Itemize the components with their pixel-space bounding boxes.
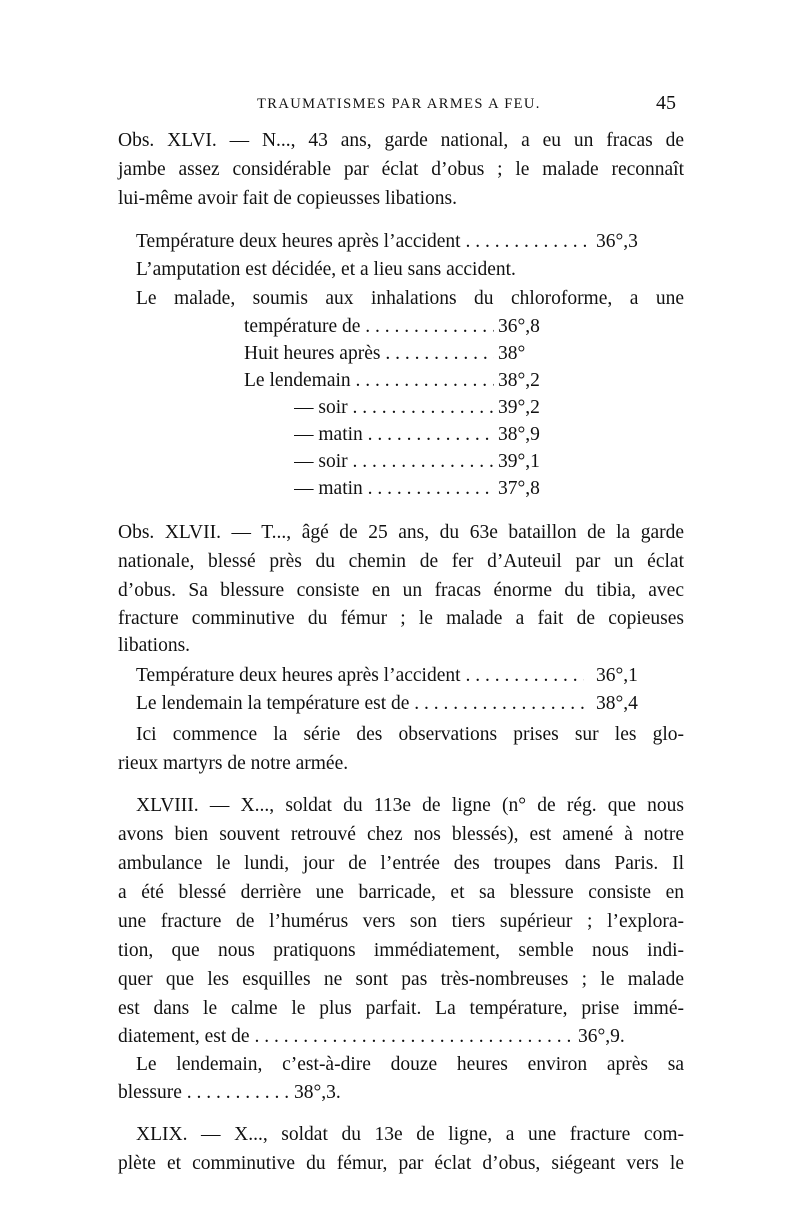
obs48-temp-label-text: diatement, est de . . .: [118, 1026, 570, 1047]
obs47-line-4: fracture comminutive du fémur ; le malade a fait de copieuses: [118, 608, 684, 629]
obs49-line-1: XLIX. — X..., soldat du 13e de ligne, a une fracture com-: [136, 1124, 684, 1145]
obs46-table-row-7: [244, 476, 574, 502]
obs46-table-row-2: [244, 341, 574, 367]
intro-line-2: rieux martyrs de notre armée.: [118, 753, 349, 774]
page-number: 45: [656, 92, 676, 114]
obs48-line-8: est dans le calme le plus parfait. La température, prise immé-: [118, 998, 684, 1019]
obs46-temp-label: [136, 229, 586, 255]
table-row-value: 38°,2: [498, 370, 540, 391]
header-title: TRAUMATISMES PAR ARMES A FEU.: [257, 96, 541, 112]
table-row-label: — soir . . .: [294, 395, 494, 421]
obs48-blessure-label: [118, 1080, 288, 1106]
obs48-line-6: tion, que nous pratiquons immédiatement, semble nous indi-: [118, 940, 684, 961]
obs47-temp1-value: 36°,1: [596, 665, 638, 686]
obs48-line-5: une fracture de l’humérus vers son tiers supérieur ; l’explora-: [118, 911, 684, 932]
obs46-temp-label-text: Température deux heures après l’accident . . .: [136, 231, 586, 252]
table-row-value: 38°,9: [498, 424, 540, 445]
obs46-amputation: L’amputation est décidée, et a lieu sans accident.: [136, 259, 516, 280]
obs46-table-row-1: [244, 314, 574, 340]
obs46-table-row-3: [244, 368, 574, 394]
intro-line-1: Ici commence la série des observations prises sur les glo-: [136, 724, 684, 745]
table-row-label: température de . . .: [244, 314, 494, 340]
table-row-value: 36°,8: [498, 316, 540, 337]
obs47-line-5: libations.: [118, 635, 191, 656]
obs48-line-2: avons bien souvent retrouvé chez nos blessés), est amené à notre: [118, 824, 684, 845]
table-row-value: 39°,1: [498, 451, 540, 472]
obs47-line-2: nationale, blessé près du chemin de fer d’Auteuil par un éclat: [118, 551, 684, 572]
obs47-temp1-label-text: Température deux heures après l’accident . . .: [136, 665, 584, 686]
table-row-value: 39°,2: [498, 397, 540, 418]
obs46-temp-value: 36°,3: [596, 231, 638, 252]
obs46-line-1: Obs. XLVI. — N..., 43 ans, garde national, a eu un fracas de: [118, 130, 684, 151]
obs47-temp2-value: 38°,4: [596, 693, 638, 714]
obs48-temp-value: 36°,9.: [578, 1026, 625, 1047]
obs48-temp-label: [118, 1024, 570, 1050]
obs48-blessure-label-text: blessure . . .: [118, 1082, 288, 1103]
obs46-table-row-4: [244, 395, 574, 421]
obs47-line-1: Obs. XLVII. — T..., âgé de 25 ans, du 63e bataillon de la garde: [118, 522, 684, 543]
obs48-line-7: quer que les esquilles ne sont pas très-nombreuses ; le malade: [118, 969, 684, 990]
obs46-table-row-6: [244, 449, 574, 475]
table-row-label: — matin . . .: [294, 476, 494, 502]
table-row-label: — soir . . .: [294, 449, 494, 475]
obs46-line-3: lui-même avoir fait de copieusses libations.: [118, 188, 457, 209]
table-row-label: Huit heures après . . .: [244, 341, 494, 367]
table-row-label: — matin . . .: [294, 422, 494, 448]
obs48-next-day: Le lendemain, c’est-à-dire douze heures environ après sa: [136, 1054, 684, 1075]
obs48-line-1: XLVIII. — X..., soldat du 113e de ligne (n° de rég. que nous: [136, 795, 684, 816]
obs47-temp2-label-text: Le lendemain la température est de . . .: [136, 693, 584, 714]
obs48-blessure-value: 38°,3.: [294, 1082, 341, 1103]
obs47-temp2-label: [136, 691, 584, 717]
obs46-inhalation: Le malade, soumis aux inhalations du chloroforme, a une: [136, 288, 684, 309]
obs48-line-3: ambulance le lundi, jour de l’entrée des troupes dans Paris. Il: [118, 853, 684, 874]
obs49-line-2: plète et comminutive du fémur, par éclat d’obus, siégeant vers le: [118, 1153, 684, 1174]
obs46-table-row-5: [244, 422, 574, 448]
table-row-label: Le lendemain . . .: [244, 368, 494, 394]
obs48-line-4: a été blessé derrière une barricade, et sa blessure consiste en: [118, 882, 684, 903]
table-row-value: 37°,8: [498, 478, 540, 499]
obs47-temp1-label: [136, 663, 584, 689]
table-row-value: 38°: [498, 343, 526, 364]
obs47-line-3: d’obus. Sa blessure consiste en un fracas énorme du tibia, avec: [118, 580, 684, 601]
running-header: [0, 92, 800, 120]
obs46-line-2: jambe assez considérable par éclat d’obus ; le malade reconnaît: [118, 159, 684, 180]
